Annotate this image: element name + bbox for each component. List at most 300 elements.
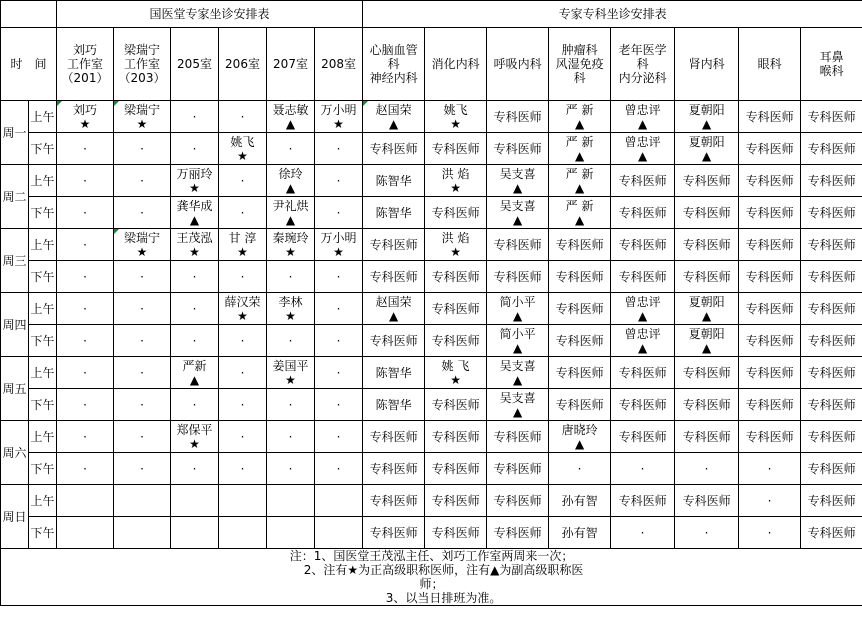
comment-marker <box>57 101 62 106</box>
doctor-name: · <box>767 493 772 508</box>
column-header: 眼科 <box>739 28 801 101</box>
doctor-name: 万小明 <box>320 230 357 245</box>
schedule-cell <box>57 165 114 197</box>
period-cell: 上午 <box>29 229 57 261</box>
comment-marker <box>114 101 119 106</box>
schedule-cell <box>675 261 739 293</box>
doctor-name: 专科医师 <box>745 429 794 444</box>
period-cell: 下午 <box>29 389 57 421</box>
schedule-cell <box>114 293 171 325</box>
schedule-cell <box>611 517 675 549</box>
doctor-name: · <box>192 109 197 124</box>
senior-star-icon: ★ <box>285 244 296 259</box>
schedule-cell <box>675 485 739 517</box>
schedule-cell <box>487 517 549 549</box>
senior-star-icon: ★ <box>237 308 248 323</box>
period-cell: 上午 <box>29 485 57 517</box>
schedule-cell <box>739 197 801 229</box>
doctor-name: 曾忠评 <box>624 294 661 309</box>
doctor-name: 专科医师 <box>745 397 794 412</box>
doctor-name: 专科医师 <box>682 493 731 508</box>
note-line-2: 2、注有★为正高级职称医师，注有▲为副高级职称医 <box>279 563 584 577</box>
senior-star-icon: ★ <box>333 116 344 131</box>
schedule-cell <box>315 229 363 261</box>
doctor-name: · <box>83 429 87 444</box>
associate-triangle-icon: ▲ <box>574 116 585 131</box>
schedule-cell <box>739 229 801 261</box>
schedule-cell <box>425 133 487 165</box>
associate-triangle-icon: ▲ <box>574 212 585 227</box>
schedule-cell <box>219 261 267 293</box>
doctor-name: 尹礼烘 <box>272 198 309 213</box>
doctor-name: 孙有智 <box>561 493 598 508</box>
doctor-name: · <box>704 461 709 476</box>
schedule-cell <box>219 517 267 549</box>
schedule-cell <box>57 293 114 325</box>
time-header: 时 间 <box>1 28 57 101</box>
schedule-cell <box>425 421 487 453</box>
schedule-cell <box>611 357 675 389</box>
doctor-name: 专科医师 <box>745 173 794 188</box>
schedule-cell <box>801 197 862 229</box>
schedule-cell <box>315 293 363 325</box>
doctor-name: 聂志敏 <box>272 102 309 117</box>
doctor-name: 专科医师 <box>682 269 731 284</box>
doctor-name: 刘巧 <box>72 102 97 117</box>
doctor-name: 李林 <box>278 294 303 309</box>
doctor-name: 专科医师 <box>618 205 667 220</box>
doctor-name: 专科医师 <box>493 109 542 124</box>
schedule-cell <box>675 197 739 229</box>
doctor-name: 专科医师 <box>493 141 542 156</box>
doctor-name: 专科医师 <box>807 269 856 284</box>
schedule-cell <box>57 485 114 517</box>
schedule-cell <box>57 357 114 389</box>
column-header: 207室 <box>267 28 315 101</box>
senior-star-icon: ★ <box>136 116 148 131</box>
schedule-cell <box>739 101 801 133</box>
doctor-name: · <box>140 461 144 476</box>
schedule-cell <box>425 229 487 261</box>
schedule-cell <box>219 165 267 197</box>
doctor-name: · <box>192 269 197 284</box>
associate-triangle-icon: ▲ <box>512 372 523 387</box>
schedule-cell <box>487 229 549 261</box>
doctor-name: · <box>83 205 87 220</box>
schedule-cell <box>487 453 549 485</box>
doctor-name: 专科医师 <box>807 141 856 156</box>
column-header: 耳鼻 喉科 <box>801 28 862 101</box>
schedule-cell <box>363 197 425 229</box>
period-cell: 上午 <box>29 421 57 453</box>
schedule-cell <box>549 133 611 165</box>
associate-triangle-icon: ▲ <box>701 148 712 163</box>
schedule-cell <box>363 325 425 357</box>
schedule-cell <box>739 421 801 453</box>
schedule-cell <box>487 133 549 165</box>
doctor-name: 专科医师 <box>745 365 794 380</box>
period-cell: 下午 <box>29 453 57 485</box>
doctor-name: 专科医师 <box>745 301 794 316</box>
doctor-name: 专科医师 <box>431 301 480 316</box>
table-row <box>1 133 862 165</box>
schedule-cell <box>801 101 862 133</box>
schedule-cell <box>114 133 171 165</box>
schedule-cell <box>363 389 425 421</box>
doctor-name: · <box>336 173 341 188</box>
doctor-name: · <box>336 269 341 284</box>
doctor-name: 专科医师 <box>682 429 731 444</box>
doctor-name: · <box>767 461 772 476</box>
schedule-cell <box>739 325 801 357</box>
doctor-name: 陈智华 <box>375 173 412 188</box>
doctor-name: · <box>140 429 144 444</box>
period-cell: 下午 <box>29 133 57 165</box>
schedule-cell <box>739 293 801 325</box>
schedule-cell <box>267 357 315 389</box>
doctor-name: 专科医师 <box>431 205 480 220</box>
schedule-cell <box>219 421 267 453</box>
schedule-cell <box>487 325 549 357</box>
doctor-name: 专科医师 <box>493 525 542 540</box>
day-cell: 周一 <box>1 101 29 165</box>
doctor-name: · <box>140 397 144 412</box>
schedule-cell <box>171 261 219 293</box>
doctor-name: 专科医师 <box>555 333 604 348</box>
doctor-name: 专科医师 <box>493 493 542 508</box>
column-header: 肿瘤科 风湿免疫 科 <box>549 28 611 101</box>
associate-triangle-icon: ▲ <box>388 308 399 323</box>
doctor-name: 洪 焰 <box>441 230 470 245</box>
doctor-name: · <box>83 365 87 380</box>
schedule-cell <box>487 101 549 133</box>
associate-triangle-icon: ▲ <box>637 308 648 323</box>
schedule-cell <box>171 133 219 165</box>
associate-triangle-icon: ▲ <box>512 212 523 227</box>
schedule-cell <box>57 261 114 293</box>
doctor-name: 专科医师 <box>493 429 542 444</box>
doctor-name: · <box>767 525 772 540</box>
day-cell: 周三 <box>1 229 29 293</box>
doctor-name: · <box>288 269 293 284</box>
doctor-name: 专科医师 <box>431 525 480 540</box>
doctor-name: 严新 <box>182 358 207 373</box>
table-row <box>1 357 862 389</box>
schedule-cell <box>315 261 363 293</box>
doctor-name: 龚华成 <box>176 198 213 213</box>
doctor-name: · <box>192 333 197 348</box>
associate-triangle-icon: ▲ <box>512 180 523 195</box>
doctor-name: 梁瑞宁 <box>123 102 160 117</box>
doctor-name: 唐晓玲 <box>561 422 598 437</box>
schedule-cell <box>363 421 425 453</box>
schedule-cell <box>363 517 425 549</box>
table-row <box>1 293 862 325</box>
schedule-cell <box>57 197 114 229</box>
doctor-name: 专科医师 <box>682 173 731 188</box>
schedule-cell <box>739 261 801 293</box>
doctor-name: 严 新 <box>565 166 594 181</box>
doctor-name: 吴支喜 <box>499 358 536 373</box>
doctor-name: 专科医师 <box>682 397 731 412</box>
schedule-cell <box>219 357 267 389</box>
schedule-cell <box>425 485 487 517</box>
schedule-cell <box>267 389 315 421</box>
doctor-name: · <box>140 141 144 156</box>
doctor-name: · <box>336 205 341 220</box>
schedule-cell <box>363 357 425 389</box>
schedule-cell <box>675 101 739 133</box>
schedule-cell <box>315 517 363 549</box>
period-cell: 下午 <box>29 261 57 293</box>
schedule-cell <box>611 389 675 421</box>
schedule-cell <box>267 197 315 229</box>
schedule-cell <box>57 133 114 165</box>
table-row <box>1 165 862 197</box>
senior-star-icon: ★ <box>79 116 91 131</box>
associate-triangle-icon: ▲ <box>701 308 712 323</box>
table-row <box>1 229 862 261</box>
doctor-name: 洪 焰 <box>441 166 470 181</box>
doctor-name: · <box>640 525 645 540</box>
schedule-cell <box>315 133 363 165</box>
schedule-cell <box>57 517 114 549</box>
doctor-name: 专科医师 <box>807 365 856 380</box>
schedule-cell <box>611 421 675 453</box>
schedule-cell <box>549 229 611 261</box>
schedule-cell <box>425 325 487 357</box>
schedule-cell <box>267 229 315 261</box>
schedule-cell <box>675 229 739 261</box>
comment-marker <box>114 229 119 234</box>
doctor-name: 专科医师 <box>555 365 604 380</box>
doctor-name: 专科医师 <box>745 269 794 284</box>
doctor-name: · <box>192 141 197 156</box>
schedule-cell <box>267 261 315 293</box>
schedule-cell <box>611 101 675 133</box>
doctor-name: 姚飞 <box>230 134 255 149</box>
period-cell: 下午 <box>29 197 57 229</box>
table-row <box>1 453 862 485</box>
schedule-cell <box>363 453 425 485</box>
doctor-name: 专科医师 <box>618 365 667 380</box>
table-row <box>1 389 862 421</box>
schedule-cell <box>114 197 171 229</box>
senior-star-icon: ★ <box>285 308 296 323</box>
schedule-cell <box>549 325 611 357</box>
schedule-cell <box>267 421 315 453</box>
doctor-name: 曾忠评 <box>624 326 661 341</box>
doctor-name: 专科医师 <box>493 269 542 284</box>
schedule-cell <box>171 325 219 357</box>
schedule-cell <box>487 485 549 517</box>
doctor-name: 徐玲 <box>278 166 303 181</box>
column-header: 208室 <box>315 28 363 101</box>
notes-block <box>1 549 862 606</box>
doctor-name: · <box>288 397 293 412</box>
doctor-name: 专科医师 <box>431 429 480 444</box>
doctor-name: · <box>288 333 293 348</box>
schedule-cell <box>801 453 862 485</box>
doctor-name: 万丽玲 <box>176 166 213 181</box>
schedule-cell <box>549 389 611 421</box>
schedule-cell <box>171 197 219 229</box>
doctor-name: 姚飞 <box>443 102 468 117</box>
doctor-name: 专科医师 <box>807 173 856 188</box>
doctor-name: · <box>577 461 582 476</box>
doctor-name: · <box>192 301 197 316</box>
doctor-name: 曾忠评 <box>624 102 661 117</box>
doctor-name: 专科医师 <box>807 237 856 252</box>
doctor-name: 严 新 <box>565 102 594 117</box>
doctor-name: · <box>192 397 197 412</box>
doctor-name: · <box>336 333 341 348</box>
schedule-cell <box>611 229 675 261</box>
schedule-cell <box>363 485 425 517</box>
table-row <box>1 421 862 453</box>
schedule-cell <box>57 389 114 421</box>
doctor-name: · <box>240 205 245 220</box>
schedule-cell <box>315 389 363 421</box>
associate-triangle-icon: ▲ <box>574 436 585 451</box>
doctor-name: 专科医师 <box>682 205 731 220</box>
schedule-cell <box>114 389 171 421</box>
doctor-name: · <box>288 429 293 444</box>
period-cell: 上午 <box>29 101 57 133</box>
doctor-name: 专科医师 <box>431 333 480 348</box>
doctor-name: 吴支喜 <box>499 198 536 213</box>
schedule-cell <box>675 421 739 453</box>
associate-triangle-icon: ▲ <box>637 148 648 163</box>
schedule-cell <box>675 165 739 197</box>
doctor-name: 夏朝阳 <box>688 326 725 341</box>
doctor-name: 甘 淳 <box>228 230 257 245</box>
associate-triangle-icon: ▲ <box>512 340 523 355</box>
schedule-cell <box>57 453 114 485</box>
associate-triangle-icon: ▲ <box>388 116 399 131</box>
associate-triangle-icon: ▲ <box>512 308 523 323</box>
schedule-cell <box>425 261 487 293</box>
doctor-name: 专科医师 <box>369 493 418 508</box>
schedule-cell <box>267 133 315 165</box>
doctor-name: 薛汉荣 <box>224 294 261 309</box>
schedule-cell <box>114 357 171 389</box>
doctor-name: · <box>83 461 87 476</box>
schedule-cell <box>171 421 219 453</box>
doctor-name: 专科医师 <box>682 237 731 252</box>
doctor-name: 赵国荣 <box>375 294 412 309</box>
note-line-4: 3、以当日排班为准。 <box>361 591 502 605</box>
schedule-cell <box>487 293 549 325</box>
doctor-name: · <box>240 461 245 476</box>
schedule-cell <box>114 517 171 549</box>
schedule-cell <box>739 485 801 517</box>
associate-triangle-icon: ▲ <box>701 340 712 355</box>
doctor-name: 王茂泓 <box>176 230 213 245</box>
doctor-name: · <box>83 269 87 284</box>
schedule-cell <box>114 165 171 197</box>
schedule-cell <box>171 165 219 197</box>
schedule-cell <box>171 293 219 325</box>
schedule-cell <box>315 453 363 485</box>
doctor-name: · <box>288 141 293 156</box>
senior-star-icon: ★ <box>237 244 248 259</box>
doctor-name: 专科医师 <box>807 109 856 124</box>
doctor-name: 专科医师 <box>369 429 418 444</box>
schedule-cell <box>611 133 675 165</box>
senior-star-icon: ★ <box>333 244 344 259</box>
doctor-name: 专科医师 <box>555 301 604 316</box>
doctor-name: · <box>240 109 245 124</box>
column-header: 心脑血管 科 神经内科 <box>363 28 425 101</box>
doctor-name: · <box>83 397 87 412</box>
period-cell: 下午 <box>29 325 57 357</box>
associate-triangle-icon: ▲ <box>285 116 296 131</box>
senior-star-icon: ★ <box>285 372 296 387</box>
schedule-cell <box>267 517 315 549</box>
doctor-name: 专科医师 <box>555 269 604 284</box>
doctor-name: 专科医师 <box>555 397 604 412</box>
schedule-cell <box>801 165 862 197</box>
schedule-cell <box>315 357 363 389</box>
doctor-name: 严 新 <box>565 198 594 213</box>
schedule-cell <box>171 453 219 485</box>
schedule-cell <box>611 261 675 293</box>
doctor-name: 专科医师 <box>618 237 667 252</box>
doctor-name: 吴支喜 <box>499 390 536 405</box>
schedule-cell <box>114 485 171 517</box>
schedule-cell <box>487 357 549 389</box>
doctor-name: 严 新 <box>565 134 594 149</box>
schedule-cell <box>801 325 862 357</box>
associate-triangle-icon: ▲ <box>574 180 585 195</box>
schedule-cell <box>611 485 675 517</box>
schedule-cell <box>487 389 549 421</box>
schedule-cell <box>57 421 114 453</box>
doctor-name: 姜国平 <box>272 358 309 373</box>
note-line-3: 师； <box>419 577 444 591</box>
day-cell: 周二 <box>1 165 29 229</box>
period-cell: 上午 <box>29 357 57 389</box>
doctor-name: · <box>140 301 144 316</box>
schedule-cell <box>801 229 862 261</box>
schedule-cell <box>739 357 801 389</box>
schedule-cell <box>425 165 487 197</box>
schedule-cell <box>675 293 739 325</box>
doctor-name: 夏朝阳 <box>688 294 725 309</box>
day-cell: 周四 <box>1 293 29 357</box>
associate-triangle-icon: ▲ <box>637 340 648 355</box>
schedule-cell <box>267 325 315 357</box>
schedule-cell <box>171 389 219 421</box>
doctor-name: 专科医师 <box>431 269 480 284</box>
doctor-name: 简小平 <box>499 326 536 341</box>
table-row <box>1 197 862 229</box>
senior-star-icon: ★ <box>450 116 461 131</box>
schedule-cell <box>114 261 171 293</box>
period-cell: 上午 <box>29 293 57 325</box>
doctor-name: · <box>336 397 341 412</box>
doctor-name: 专科医师 <box>807 461 856 476</box>
doctor-name: 专科医师 <box>745 237 794 252</box>
associate-triangle-icon: ▲ <box>189 212 200 227</box>
schedule-cell <box>549 517 611 549</box>
doctor-name: · <box>140 269 144 284</box>
schedule-body <box>1 101 862 549</box>
schedule-cell <box>267 165 315 197</box>
schedule-cell <box>611 197 675 229</box>
schedule-cell <box>425 197 487 229</box>
